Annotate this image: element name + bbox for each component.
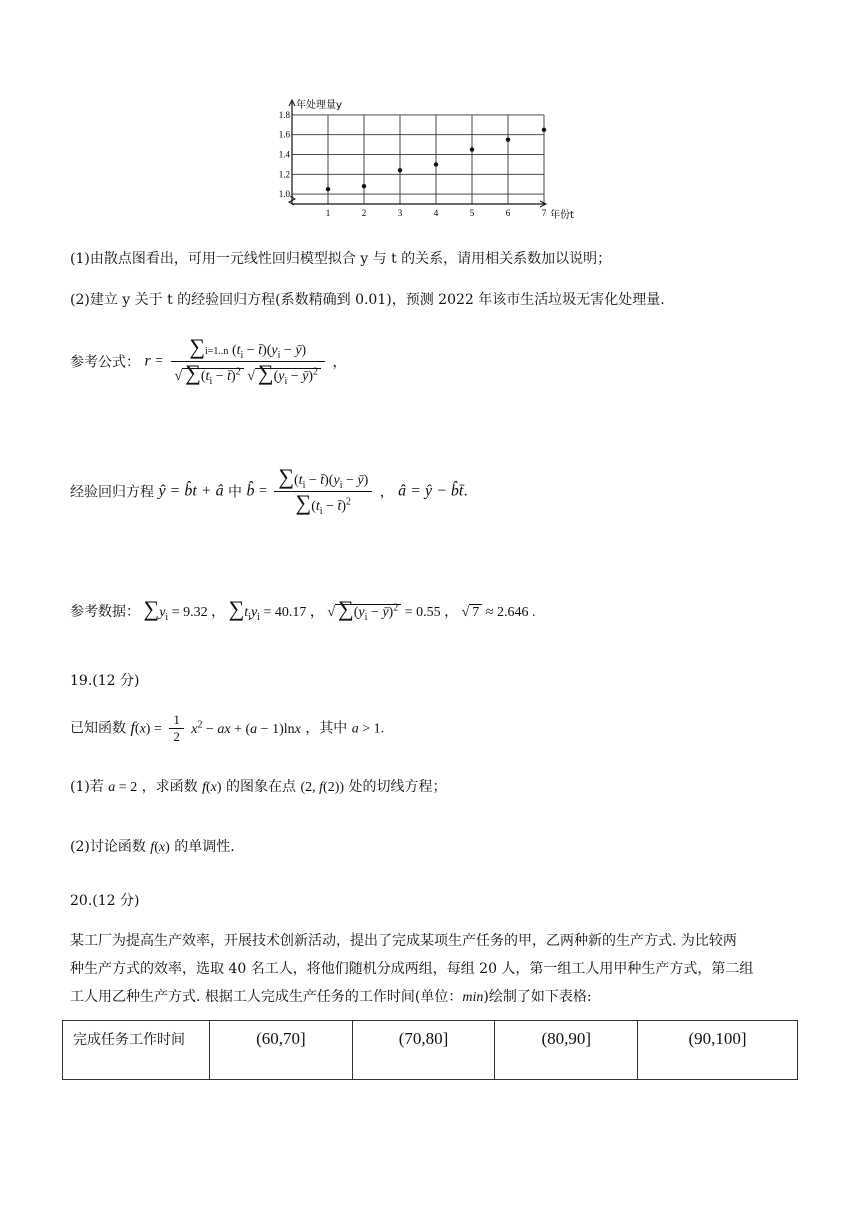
q18-part1: (1)由散点图看出，可用一元线性回归模型拟合 y 与 t 的关系，请用相关系数加以说明； <box>70 251 612 267</box>
q20-unit: min <box>462 990 484 1005</box>
y-tick-label: 1.0 <box>278 189 290 200</box>
interval-cell: (70,80] <box>352 1021 495 1080</box>
q20-para-line1: 某工厂为提高生产效率，开展技术创新活动，提出了完成某项生产任务的甲，乙两种新的生产方式. 为比较两 <box>70 933 737 949</box>
r-fraction: $\frac{\sum i=1..n (t_i - t̄)(y_i - ȳ)}{√ \sum(t_i - t̄)^2 √ \sum(y_i - ȳ)^2}$ <box>171 336 326 387</box>
interval-cell: (60,70] <box>210 1021 353 1080</box>
x-tick-label: 7 <box>541 208 547 218</box>
q19-part1-mid2: 的图象在点 <box>226 779 297 795</box>
y-tick-label: 1.2 <box>278 169 290 180</box>
data-point <box>542 128 546 132</box>
data-point <box>506 137 510 141</box>
sqrt7-value: 2.646 <box>496 605 529 620</box>
b-fraction: $\frac{\sum(t_i - t̄)(y_i - ȳ)}{\sum(t_i - t̄)^2}$ <box>274 466 372 517</box>
x-tick-label: 6 <box>505 208 511 218</box>
x-tick-label: 4 <box>433 208 439 218</box>
y-tick-label: 1.8 <box>278 109 290 120</box>
q19-stem: 已知函数 f(x) = $\frac{1}{2}$ $x^2$ − ax + (a − 1)lnx ，其中 a > 1. <box>70 712 385 744</box>
x-tick-label: 3 <box>397 208 403 218</box>
q20-line3-suffix: )绘制了如下表格: <box>483 989 592 1005</box>
sum-ty: 40.17 <box>274 605 307 620</box>
ref-data-label: 参考数据： <box>70 605 140 620</box>
interval-cell: (80,90] <box>495 1021 638 1080</box>
data-point <box>326 187 330 191</box>
q20-line3-prefix: 工人用乙种生产方式. 根据工人完成生产任务的工作时间(单位： <box>70 989 463 1005</box>
regression-label: 经验回归方程 <box>70 484 154 501</box>
y-tick-label: 1.6 <box>278 129 290 140</box>
q19-stem-prefix: 已知函数 <box>70 720 126 737</box>
formula-regression: 经验回归方程 ŷ = b̂t + â 中 b̂ = $\frac{\sum(t_i - t̄)(y_i - ȳ)}{\sum(t_i - t̄)^2}$ ， â = ŷ − b̂t̄. <box>70 464 468 517</box>
table-header-cell: 完成任务工作时间 <box>63 1021 210 1080</box>
chart-xlabel: 年份t <box>550 210 574 221</box>
sqrt-sum-sq: 0.55 <box>416 605 441 620</box>
table-row <box>63 1021 798 1080</box>
chart-grid <box>292 115 544 204</box>
x-tick-label: 1 <box>325 208 331 218</box>
data-point <box>398 168 402 172</box>
q19-part1-prefix: (1)若 <box>70 779 104 795</box>
reference-data: 参考数据： $\sum y_i = 9.32$ ， $\sum t_iy_i = 40.17$ ， √ $\sum(y_i$ − ȳ)$^2$ = 0.55 ， √ 7 ≈ 2.646 . <box>70 596 536 623</box>
q19-part2: (2)讨论函数 f(x) 的单调性. <box>70 839 235 855</box>
q19-part1-suffix: 处的切线方程； <box>348 779 447 795</box>
q20-header: 20.(12 分) <box>70 893 140 909</box>
scatter-chart <box>278 96 574 228</box>
chart-ylabel: 年处理量y <box>296 100 342 111</box>
formula-r: 参考公式： r = $\frac{\sum i=1..n (t_i - t̄)(y_i - ȳ)}{√ \sum(t_i - t̄)^2 √ \sum(y_i - ȳ)^2}$ ， <box>70 334 347 387</box>
work-time-table <box>62 1020 798 1080</box>
data-point <box>434 162 438 166</box>
q19-part1: (1)若 a = 2 ，求函数 f(x) 的图象在点 (2, f(2)) 处的切线方程； <box>70 779 447 795</box>
ref-formula-label: 参考公式： <box>70 354 140 371</box>
chart-ticks <box>279 110 547 218</box>
data-point <box>362 184 366 188</box>
x-tick-label: 2 <box>361 208 367 218</box>
q19-stem-suffix: ，其中 <box>305 720 348 737</box>
q20-para-line2: 种生产方式的效率，选取 40 名工人，将他们随机分成两组，每组 20 人，第一组工人用甲种生产方式，第二组 <box>70 961 754 977</box>
x-tick-label: 5 <box>469 208 475 218</box>
q20-para-line3 <box>70 986 592 1006</box>
sum-y: 9.32 <box>183 605 208 620</box>
q19-header: 19.(12 分) <box>70 673 140 689</box>
q19-part2-suffix: 的单调性. <box>174 839 235 855</box>
data-point <box>470 147 474 151</box>
interval-cell: (90,100] <box>638 1021 798 1080</box>
q19-part1-mid: ，求函数 <box>141 779 198 795</box>
y-tick-label: 1.4 <box>278 149 290 160</box>
q19-part2-prefix: (2)讨论函数 <box>70 839 146 855</box>
q18-part2: (2)建立 y 关于 t 的经验回归方程(系数精确到 0.01)，预测 2022 年该市生活垃圾无害化处理量. <box>70 292 665 308</box>
